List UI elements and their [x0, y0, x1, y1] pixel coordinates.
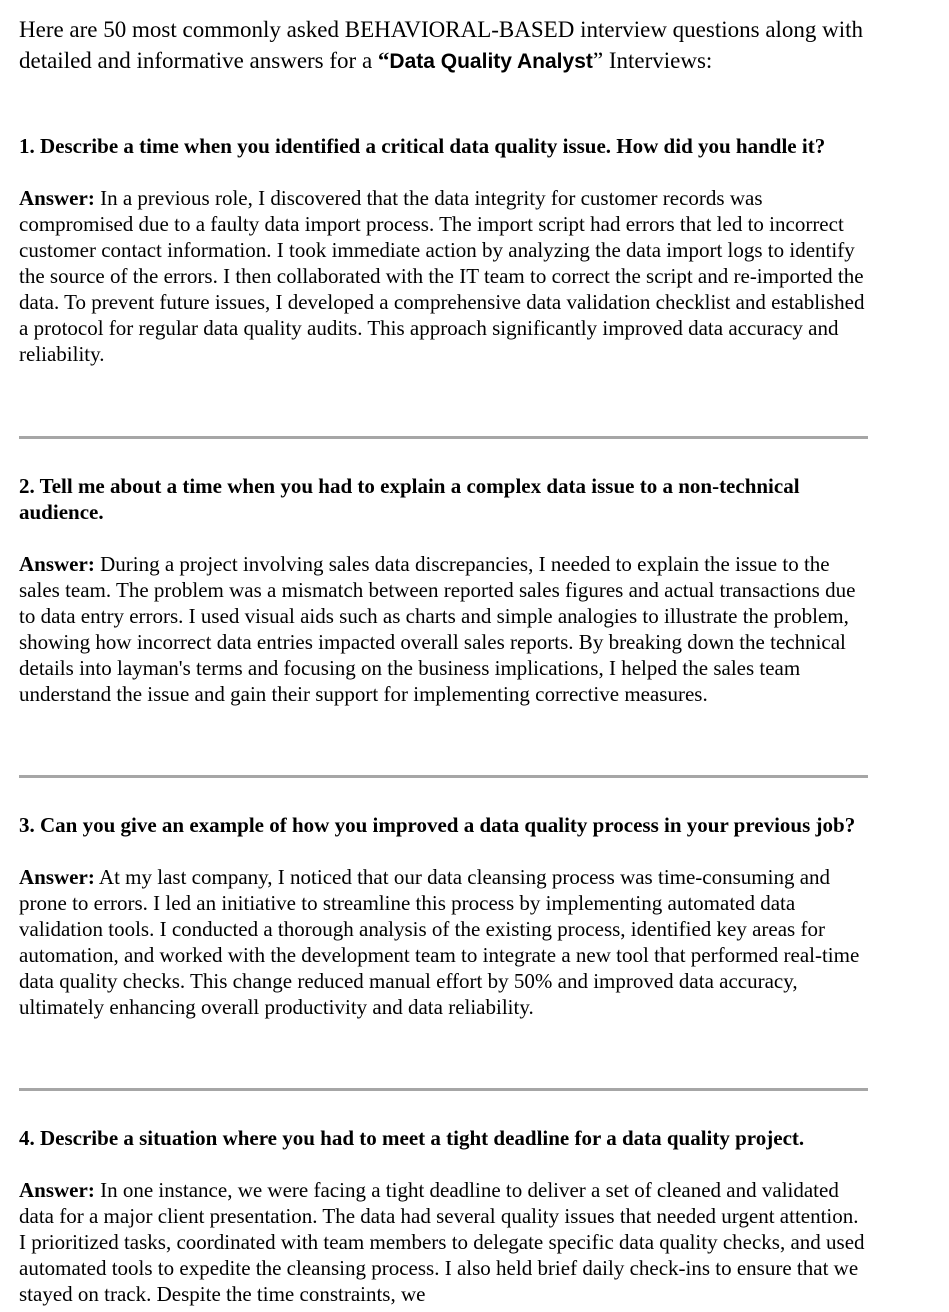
intro-text: Here are 50 most commonly asked BEHAVIORAL-BASED interview questions along with detailed and informative answers for a [19, 17, 864, 73]
answer-text: At my last company, I noticed that our data cleansing process was time-consuming and prone to errors. I led an initiative to streamline this process by implementing automated data validation tools. I conducted a thorough analysis of the existing process, identified key areas for automation, and worked with the development team to integrate a new tool that performed real-time data quality checks. This change reduced manual effort by 50% and improved data accuracy, ultimately enhancing overall productivity and data reliability. [19, 865, 860, 1019]
qa-item-1 [19, 133, 869, 367]
question-4: 4. Describe a situation where you had to meet a tight deadline for a data quality project. [19, 1126, 805, 1150]
role-title: Data Quality Analyst [389, 50, 593, 73]
answer-label: Answer: [19, 552, 95, 576]
answer-label: Answer: [19, 865, 95, 889]
answer-label: Answer: [19, 186, 95, 210]
intro-paragraph [19, 14, 869, 77]
answer-text: In a previous role, I discovered that the data integrity for customer records was compromised due to a faulty data import process. The import script had errors that led to incorrect customer contact information. I took immediate action by analyzing the data import logs to identify the source of the errors. I then collaborated with the IT team to correct the script and re-imported the data. To prevent future issues, I developed a comprehensive data validation checklist and established a protocol for regular data quality audits. This approach significantly improved data accuracy and reliability. [19, 186, 865, 366]
answer-text: During a project involving sales data discrepancies, I needed to explain the issue to the sales team. The problem was a mismatch between reported sales figures and actual transactions due to data entry errors. I used visual aids such as charts and simple analogies to illustrate the problem, showing how incorrect data entries impacted overall sales reports. By breaking down the technical details into layman's terms and focusing on the business implications, I helped the sales team understand the issue and gain their support for implementing corrective measures. [19, 552, 856, 706]
answer-3 [19, 864, 869, 1020]
open-quote: “ [377, 48, 390, 73]
question-1: 1. Describe a time when you identified a critical data quality issue. How did you handle it? [19, 134, 826, 158]
divider [19, 436, 868, 439]
answer-4 [19, 1177, 869, 1307]
qa-item-4 [19, 1125, 869, 1307]
answer-1 [19, 185, 869, 367]
qa-item-2 [19, 473, 869, 707]
answer-2 [19, 551, 869, 707]
divider [19, 775, 868, 778]
divider [19, 1088, 868, 1091]
intro-section [19, 14, 869, 77]
close-quote: ” [592, 48, 604, 73]
intro-text-end: Interviews: [603, 48, 713, 73]
question-3: 3. Can you give an example of how you improved a data quality process in your previous job? [19, 813, 856, 837]
question-2: 2. Tell me about a time when you had to explain a complex data issue to a non-technical audience. [19, 474, 800, 524]
answer-label: Answer: [19, 1178, 95, 1202]
qa-item-3 [19, 812, 869, 1020]
answer-text: In one instance, we were facing a tight deadline to deliver a set of cleaned and validated data for a major client presentation. The data had several quality issues that needed urgent attention. I prioritized tasks, coordinated with team members to delegate specific data quality checks, and used automated tools to expedite the cleansing process. I also held brief daily check-ins to ensure that we stayed on track. Despite the time constraints, we [19, 1178, 865, 1306]
